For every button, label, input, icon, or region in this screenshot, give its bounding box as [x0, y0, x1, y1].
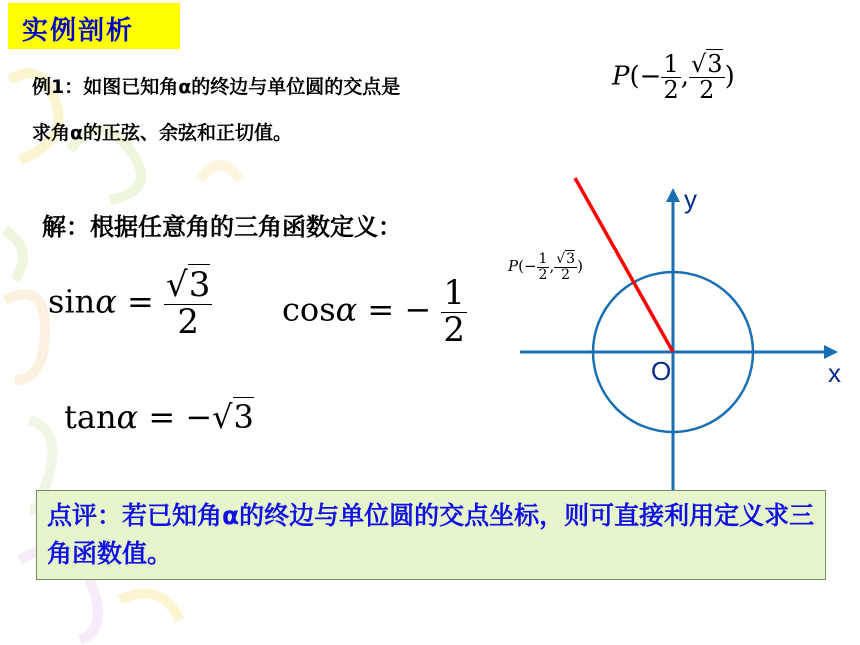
tan-alpha: α: [116, 398, 139, 436]
question-line-2: 求角α的正弦、余弦和正切值。: [32, 122, 293, 144]
tan-radicand: 3: [233, 398, 254, 436]
cos-numerator: 1: [443, 273, 465, 313]
terminal-side: [575, 178, 673, 352]
sin-formula: sinα = $\frac{√3}{2}$: [48, 265, 211, 342]
cos-alpha: α: [335, 290, 358, 329]
origin-label: O: [651, 356, 672, 386]
point-y-radicand: 3: [707, 50, 723, 78]
point-x-numerator: 1: [663, 50, 679, 78]
y-axis-label: y: [684, 184, 697, 214]
diagram-point-name: P: [508, 257, 519, 276]
point-label: P: [612, 61, 630, 92]
page-title: 实例剖析: [22, 16, 135, 46]
diagram-point-y-den: 2: [561, 266, 571, 283]
comment-box: [36, 490, 826, 580]
question-prefix: 例1：: [32, 76, 84, 98]
tan-formula: tanα = −√3: [64, 398, 254, 436]
diagram-point-x-den: 2: [538, 266, 548, 283]
point-x-denominator: 2: [663, 76, 679, 105]
question-point-formula: P(− $\frac{1}{2}$ , $\frac{√3}{2}$ ): [612, 50, 735, 105]
comment-text: 点评：若已知角α的终边与单位圆的交点坐标，则可直接利用定义求三角函数值。: [47, 501, 815, 568]
point-y-denominator: 2: [699, 76, 715, 105]
cos-denominator: 2: [443, 309, 465, 350]
x-axis-arrow: [824, 345, 838, 359]
diagram-point-x-num: 1: [538, 251, 548, 267]
sin-function: sin: [48, 282, 96, 321]
sin-radicand: 3: [188, 265, 211, 305]
question-text: 如图已知角α的终边与单位圆的交点是: [83, 76, 401, 98]
solution-intro: 解：根据任意角的三角函数定义：: [42, 213, 402, 241]
sin-denominator: 2: [177, 301, 199, 342]
tan-function: tan: [64, 398, 117, 436]
cos-formula: cosα = − $\frac{1}{2}$: [282, 273, 465, 350]
sin-alpha: α: [95, 282, 117, 321]
diagram-point-label: P(− $\frac{1}{2}$ , $\frac{√3}{2}$ ): [508, 251, 583, 283]
x-axis-label: x: [828, 358, 841, 388]
y-axis-arrow: [666, 188, 680, 202]
cos-function: cos: [282, 290, 336, 329]
diagram-point-y-rad: 3: [566, 251, 576, 267]
